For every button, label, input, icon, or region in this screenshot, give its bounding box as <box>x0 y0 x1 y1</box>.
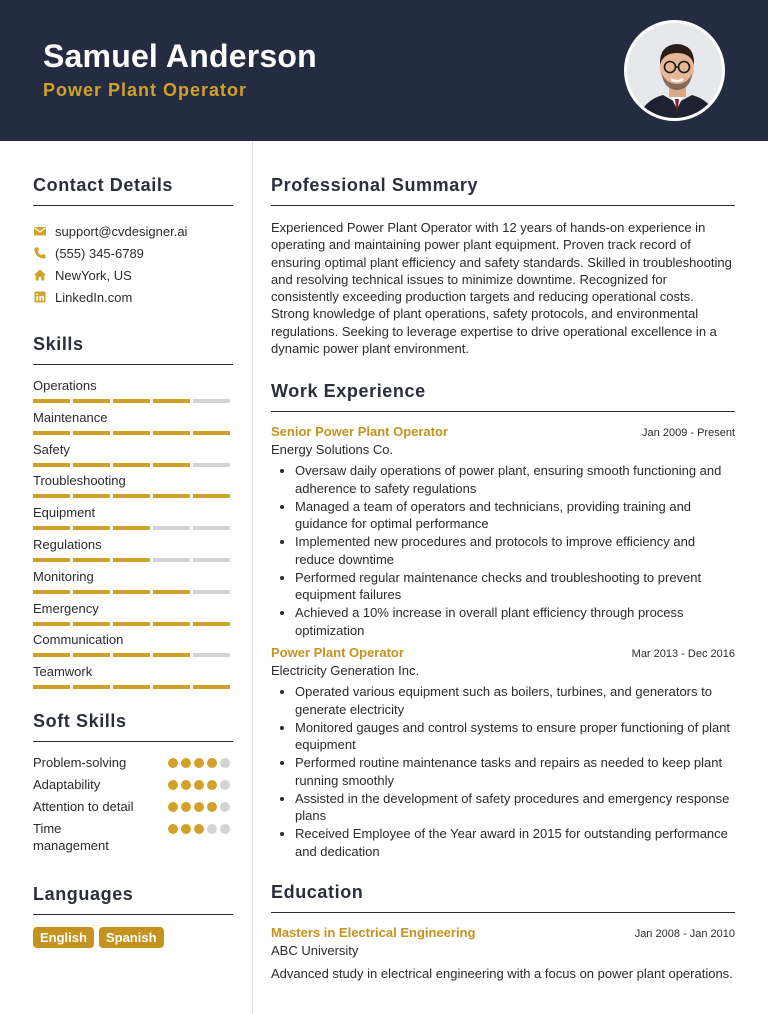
left-column <box>33 141 233 948</box>
languages-section <box>33 884 233 948</box>
skill-level-segment <box>193 558 230 562</box>
contact-email-text: support@cvdesigner.ai <box>55 223 188 239</box>
skill-level-segment <box>33 494 70 498</box>
avatar-portrait-icon <box>627 23 725 121</box>
rating-dot <box>194 802 204 812</box>
rating-dot <box>168 758 178 768</box>
experience-section <box>271 381 735 860</box>
skill-level-segment <box>73 590 110 594</box>
skill-level-segment <box>33 558 70 562</box>
skill-item <box>33 663 233 695</box>
skill-level-segment <box>73 399 110 403</box>
skill-level-segment <box>113 558 150 562</box>
contact-email[interactable] <box>33 220 233 242</box>
rating-dot <box>181 780 191 790</box>
contact-phone[interactable] <box>33 242 233 264</box>
skill-name: Operations <box>33 378 97 393</box>
job-bullet: • Managed a team of operators and technicians, providing training and guidance for optimal performance <box>295 498 735 533</box>
linkedin-icon <box>33 290 47 304</box>
soft-skill-name: Adaptability <box>33 776 101 792</box>
skill-level-segment <box>33 590 70 594</box>
job-bullets <box>271 683 735 860</box>
rating-dot <box>220 758 230 768</box>
rating-dot <box>181 824 191 834</box>
rating-dot <box>194 780 204 790</box>
contact-heading: Contact Details <box>33 175 233 206</box>
skill-name: Safety <box>33 441 70 457</box>
summary-heading: Professional Summary <box>271 175 735 206</box>
soft-skill-item <box>33 776 233 798</box>
skill-level-segment <box>33 685 70 689</box>
skill-level-segment <box>153 431 190 435</box>
skill-level-segment <box>193 653 230 657</box>
job-entry <box>271 645 735 860</box>
skills-heading: Skills <box>33 334 233 365</box>
contact-location-text: NewYork, US <box>55 267 132 283</box>
soft-skill-rating <box>168 780 230 790</box>
language-badge: English <box>33 927 94 948</box>
job-role: Power Plant Operator <box>271 645 404 661</box>
skill-level-segment <box>33 622 70 626</box>
job-bullet: • Performed regular maintenance checks and troubleshooting to prevent equipment failures <box>295 569 735 604</box>
skill-level-segment <box>113 622 150 626</box>
skill-level-bar <box>33 494 233 498</box>
skill-item <box>33 441 233 473</box>
skill-level-bar <box>33 558 233 562</box>
job-bullet: • Oversaw daily operations of power plant, ensuring smooth functioning and adherence to safety regulations <box>295 462 735 497</box>
skill-level-bar <box>33 431 233 435</box>
job-bullet: • Received Employee of the Year award in 2015 for outstanding performance and dedication <box>295 825 735 860</box>
skill-level-segment <box>33 653 70 657</box>
skill-level-segment <box>193 526 230 530</box>
rating-dot <box>181 758 191 768</box>
skill-name: Troubleshooting <box>33 473 126 489</box>
skill-level-bar <box>33 653 233 657</box>
skill-level-bar <box>33 685 233 689</box>
soft-skill-name: Problem-solving <box>33 754 127 770</box>
candidate-title: Power Plant Operator <box>43 80 248 100</box>
education-description: Advanced study in electrical engineering with a focus on power plant operations. <box>271 966 733 982</box>
skill-level-bar <box>33 526 233 530</box>
job-bullet: • Performed routine maintenance tasks and repairs as needed to keep plant running smoothly <box>295 754 735 789</box>
soft-skill-name: Attention to detail <box>33 798 134 814</box>
column-divider <box>252 141 253 1014</box>
skill-level-segment <box>73 526 110 530</box>
skill-level-segment <box>153 463 190 467</box>
skill-level-segment <box>153 622 190 626</box>
skill-level-segment <box>193 431 230 435</box>
skill-level-segment <box>73 494 110 498</box>
skill-level-bar <box>33 463 233 467</box>
skill-level-bar <box>33 399 233 403</box>
rating-dot <box>220 802 230 812</box>
languages-heading: Languages <box>33 884 233 915</box>
job-header <box>271 424 735 439</box>
skill-item <box>33 409 233 441</box>
soft-skills-list <box>33 754 233 860</box>
phone-icon <box>33 246 47 260</box>
skill-level-segment <box>33 399 70 403</box>
summary-text: Experienced Power Plant Operator with 12 years of hands-on experience in operating and maintaining power plant equipment. Proven track record of ensuring optimal plant efficiency and safety standards. Skilled in troubleshooting and resolving technical issues to minimize downtime. Recognized for consistently exceeding production targets and reducing operational costs. Strong knowledge of plant operations, safety protocols, and environmental regulations. Seeking to leverage expertise to drive operational excellence in a dynamic power plant environment. <box>271 220 732 357</box>
contact-linkedin[interactable] <box>33 286 233 308</box>
rating-dot <box>207 802 217 812</box>
job-date: Mar 2013 - Dec 2016 <box>631 648 735 661</box>
skill-level-segment <box>153 399 190 403</box>
skill-name: Monitoring <box>33 568 94 584</box>
job-company: Electricity Generation Inc. <box>271 663 420 679</box>
skill-level-segment <box>193 399 230 403</box>
skill-level-segment <box>113 685 150 689</box>
education-entry <box>271 925 735 982</box>
job-bullet: • Achieved a 10% increase in overall plant efficiency through process optimization <box>295 604 735 639</box>
education-heading: Education <box>271 882 735 913</box>
skill-name: Maintenance <box>33 409 108 425</box>
rating-dot <box>194 824 204 834</box>
skill-item <box>33 631 233 663</box>
skills-section <box>33 334 233 695</box>
skill-level-segment <box>153 558 190 562</box>
resume-header <box>0 0 768 141</box>
education-header <box>271 925 735 940</box>
skill-name: Emergency <box>33 600 99 616</box>
rating-dot <box>168 824 178 834</box>
skill-level-segment <box>113 653 150 657</box>
rating-dot <box>220 780 230 790</box>
skill-item <box>33 536 233 568</box>
skill-level-segment <box>113 590 150 594</box>
job-date: Jan 2009 - Present <box>642 427 735 440</box>
skill-level-segment <box>113 463 150 467</box>
experience-heading: Work Experience <box>271 381 735 412</box>
summary-section <box>271 175 735 357</box>
skill-level-segment <box>113 494 150 498</box>
soft-skill-rating <box>168 802 230 812</box>
soft-skill-item <box>33 754 233 776</box>
skill-level-segment <box>73 558 110 562</box>
skill-level-segment <box>33 431 70 435</box>
skill-level-segment <box>153 526 190 530</box>
skill-name: Communication <box>33 632 124 648</box>
skill-level-bar <box>33 590 233 594</box>
contact-linkedin-text: LinkedIn.com <box>55 289 133 305</box>
rating-dot <box>207 758 217 768</box>
job-company: Energy Solutions Co. <box>271 442 394 458</box>
job-bullet: • Assisted in the development of safety procedures and emergency response plans <box>295 790 735 825</box>
rating-dot <box>207 824 217 834</box>
contact-location <box>33 264 233 286</box>
language-badge: Spanish <box>99 927 164 948</box>
skill-level-segment <box>73 431 110 435</box>
skill-item <box>33 377 233 409</box>
soft-skill-rating <box>168 758 230 768</box>
envelope-icon <box>33 224 47 238</box>
soft-skill-item <box>33 820 233 860</box>
skill-level-segment <box>153 590 190 594</box>
education-school: ABC University <box>271 943 359 959</box>
skill-level-segment <box>193 590 230 594</box>
skill-level-segment <box>33 526 70 530</box>
soft-skill-item <box>33 798 233 820</box>
home-icon <box>33 268 47 282</box>
job-bullets <box>271 462 735 639</box>
right-column <box>271 141 735 983</box>
contact-phone-text: (555) 345-6789 <box>55 245 144 261</box>
skill-level-segment <box>73 653 110 657</box>
skill-name: Equipment <box>33 505 96 521</box>
skill-item <box>33 568 233 600</box>
rating-dot <box>181 802 191 812</box>
skill-item <box>33 600 233 632</box>
skills-list <box>33 377 233 695</box>
education-section <box>271 882 735 982</box>
skill-level-bar <box>33 622 233 626</box>
rating-dot <box>168 802 178 812</box>
rating-dot <box>220 824 230 834</box>
rating-dot <box>168 780 178 790</box>
skill-level-segment <box>73 463 110 467</box>
rating-dot <box>194 758 204 768</box>
profile-photo <box>624 20 725 121</box>
skill-level-segment <box>113 399 150 403</box>
education-date: Jan 2008 - Jan 2010 <box>634 928 735 941</box>
skill-level-segment <box>113 431 150 435</box>
skill-level-segment <box>33 463 70 467</box>
skill-name: Teamwork <box>33 664 93 680</box>
skill-level-segment <box>193 622 230 626</box>
skill-level-segment <box>193 463 230 467</box>
job-header <box>271 645 735 660</box>
skill-item <box>33 504 233 536</box>
job-bullet: • Monitored gauges and control systems to ensure proper functioning of plant equipment <box>295 719 735 754</box>
languages-list <box>33 927 233 948</box>
contact-section <box>33 175 233 308</box>
skill-level-segment <box>73 685 110 689</box>
skill-level-segment <box>193 685 230 689</box>
skill-level-segment <box>113 526 150 530</box>
job-bullet: • Operated various equipment such as boilers, turbines, and generators to generate electricity <box>295 683 735 718</box>
soft-skills-section <box>33 711 233 860</box>
skill-name: Regulations <box>33 536 102 552</box>
skill-level-segment <box>73 622 110 626</box>
soft-skills-heading: Soft Skills <box>33 711 233 742</box>
skill-level-segment <box>193 494 230 498</box>
job-entry <box>271 424 735 639</box>
job-bullet: • Implemented new procedures and protocols to improve efficiency and reduce downtime <box>295 533 735 568</box>
education-degree: Masters in Electrical Engineering <box>271 925 476 941</box>
contact-list <box>33 220 233 308</box>
skill-item <box>33 472 233 504</box>
soft-skill-rating <box>168 824 230 834</box>
soft-skill-name: Time management <box>33 820 109 853</box>
skill-level-segment <box>153 685 190 689</box>
job-role: Senior Power Plant Operator <box>271 424 448 440</box>
skill-level-segment <box>153 494 190 498</box>
skill-level-segment <box>153 653 190 657</box>
rating-dot <box>207 780 217 790</box>
candidate-name: Samuel Anderson <box>43 38 317 74</box>
